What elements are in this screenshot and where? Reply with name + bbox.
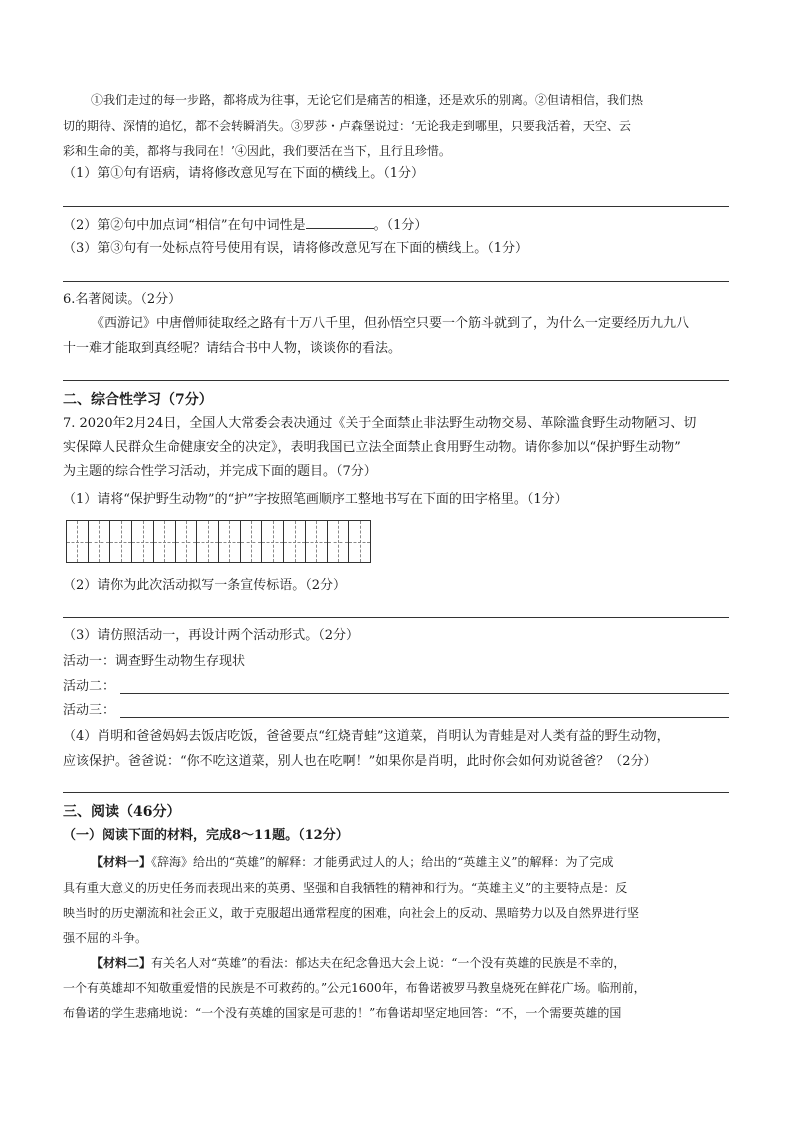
- grid-cell[interactable]: [67, 521, 89, 562]
- material1-line-2: 具有重大意义的历史任务而表现出来的英勇、坚强和自我牺牲的精神和行为。“英雄主义”的主要特点是：反: [63, 881, 628, 895]
- q6-line-1: 《西游记》中唐僧师徒取经之路有十万八千里，但孙悟空只要一个筋斗就到了，为什么一定要经历九九八: [91, 316, 690, 331]
- material1-line-3: 映当时的历史潮流和社会正义，敢于克服超出通常程度的困难，向社会上的反动、黑暗势力以及自然界进行坚: [63, 906, 640, 920]
- answer-line-q5-3[interactable]: [63, 281, 729, 282]
- q7-line-2: 实保障人民群众生命健康安全的决定》，表明我国已立法全面禁止食用野生动物。请你参加以“保护野生动物”: [63, 440, 681, 455]
- section3-heading: 三、阅读（46分）: [63, 804, 181, 820]
- material1-tag: 【材料一】: [91, 855, 152, 869]
- passage-line-1: ①我们走过的每一步路，都将成为往事，无论它们是痛苦的相逢，还是欢乐的别离。②但请相信，我们热: [91, 93, 644, 107]
- grid-cell[interactable]: [306, 521, 328, 562]
- grid-cell[interactable]: [284, 521, 306, 562]
- q7-part2: （2）请你为此次活动拟写一条宣传标语。（2分）: [63, 578, 347, 593]
- answer-line-q7-2[interactable]: [63, 617, 729, 618]
- answer-line-q5-1[interactable]: [63, 206, 729, 207]
- material1-line-1: [91, 854, 731, 870]
- q7-part1: （1）请将“保护野生动物”的“护”字按照笔画顺序工整地书写在下面的田字格里。（1分）: [63, 492, 568, 507]
- grid-cell[interactable]: [132, 521, 154, 562]
- activity-3-label: 活动三：: [63, 703, 116, 718]
- grid-cell[interactable]: [197, 521, 219, 562]
- q5-part3: （3）第③句有一处标点符号使用有误，请将修改意见写在下面的横线上。（1分）: [63, 241, 529, 256]
- material2-text-1: 有关名人对“英雄”的看法：郁达夫在纪念鲁迅大会上说：“一个没有英雄的民族是不幸的，: [151, 956, 626, 970]
- answer-line-q6[interactable]: [63, 380, 729, 381]
- material2-line-1: [91, 955, 731, 971]
- q7-part4-line-1: （4）肖明和爸爸妈妈去饭店吃饭，爸爸要点“红烧青蛙”这道菜，肖明认为青蛙是对人类有益的野生动物，: [63, 729, 670, 744]
- answer-line-q7-4[interactable]: [63, 792, 729, 793]
- activity-2-input-line[interactable]: [120, 693, 729, 694]
- section3-subheading: （一）阅读下面的材料，完成8～11题。（12分）: [63, 828, 349, 843]
- q7-part3: （3）请仿照活动一，再设计两个活动形式。（2分）: [63, 628, 360, 643]
- q5-part1: （1）第①句有语病，请将修改意见写在下面的横线上。（1分）: [63, 166, 425, 181]
- q6-line-2: 十一难才能取到真经呢？请结合书中人物，谈谈你的看法。: [63, 341, 402, 356]
- q6-title: 6.名著阅读。（2分）: [63, 292, 182, 307]
- grid-cell[interactable]: [328, 521, 350, 562]
- q7-line-1: 7. 2020年2月24日，全国人大常委会表决通过《关于全面禁止非法野生动物交易、革除滥食野生动物陋习、切: [63, 416, 697, 431]
- q7-line-3: 为主题的综合性学习活动，并完成下面的题目。（7分）: [63, 464, 377, 479]
- grid-cell[interactable]: [110, 521, 132, 562]
- tianzige-grid[interactable]: [66, 520, 371, 563]
- activity-3-input-line[interactable]: [120, 717, 729, 718]
- activity-2-label: 活动二：: [63, 679, 116, 694]
- passage-line-2: 切的期待、深情的追忆，都不会转瞬消失。③罗莎・卢森堡说过：‘无论我走到哪里，只要我活着，天空、云: [63, 119, 631, 133]
- passage-line-3: 彩和生命的美，都将与我同在！’④因此，我们要活在当下，且行且珍惜。: [63, 144, 451, 158]
- grid-cell[interactable]: [349, 521, 370, 562]
- grid-cell[interactable]: [89, 521, 111, 562]
- answer-blank-q5-2[interactable]: [306, 216, 374, 229]
- q5-part2: [63, 216, 731, 234]
- grid-cell[interactable]: [154, 521, 176, 562]
- grid-cell[interactable]: [176, 521, 198, 562]
- grid-cell[interactable]: [241, 521, 263, 562]
- grid-cell[interactable]: [262, 521, 284, 562]
- material2-line-2: 一个有英雄却不知敬重爱惜的民族是不可救药的。”公元1600年，布鲁诺被罗马教皇烧死在鲜花广场。临刑前，: [63, 981, 646, 995]
- grid-cell[interactable]: [219, 521, 241, 562]
- material1-line-4: 强不屈的斗争。: [63, 931, 148, 945]
- q5-part2-text: （2）第②句中加点词“相信”在句中词性是: [63, 218, 306, 233]
- section2-heading: 二、综合性学习（7分）: [63, 392, 213, 408]
- activity-1: 活动一：调查野生动物生存现状: [63, 654, 246, 669]
- material1-text-1: 《辞海》给出的“英雄”的解释：才能勇武过人的人；给出的“英雄主义”的解释：为了完成: [151, 855, 614, 869]
- material2-line-3: 布鲁诺的学生悲痛地说：“一个没有英雄的国家是可悲的！”布鲁诺却坚定地回答：“不，一个需要英雄的国: [63, 1006, 622, 1020]
- material2-tag: 【材料二】: [91, 956, 152, 970]
- q7-part4-line-2: 应该保护。爸爸说：“你不吃这道菜，别人也在吃啊！”如果你是肖明，此时你会如何劝说爸爸？（2分）: [63, 754, 657, 769]
- q5-part2-end: 。（1分）: [373, 218, 428, 233]
